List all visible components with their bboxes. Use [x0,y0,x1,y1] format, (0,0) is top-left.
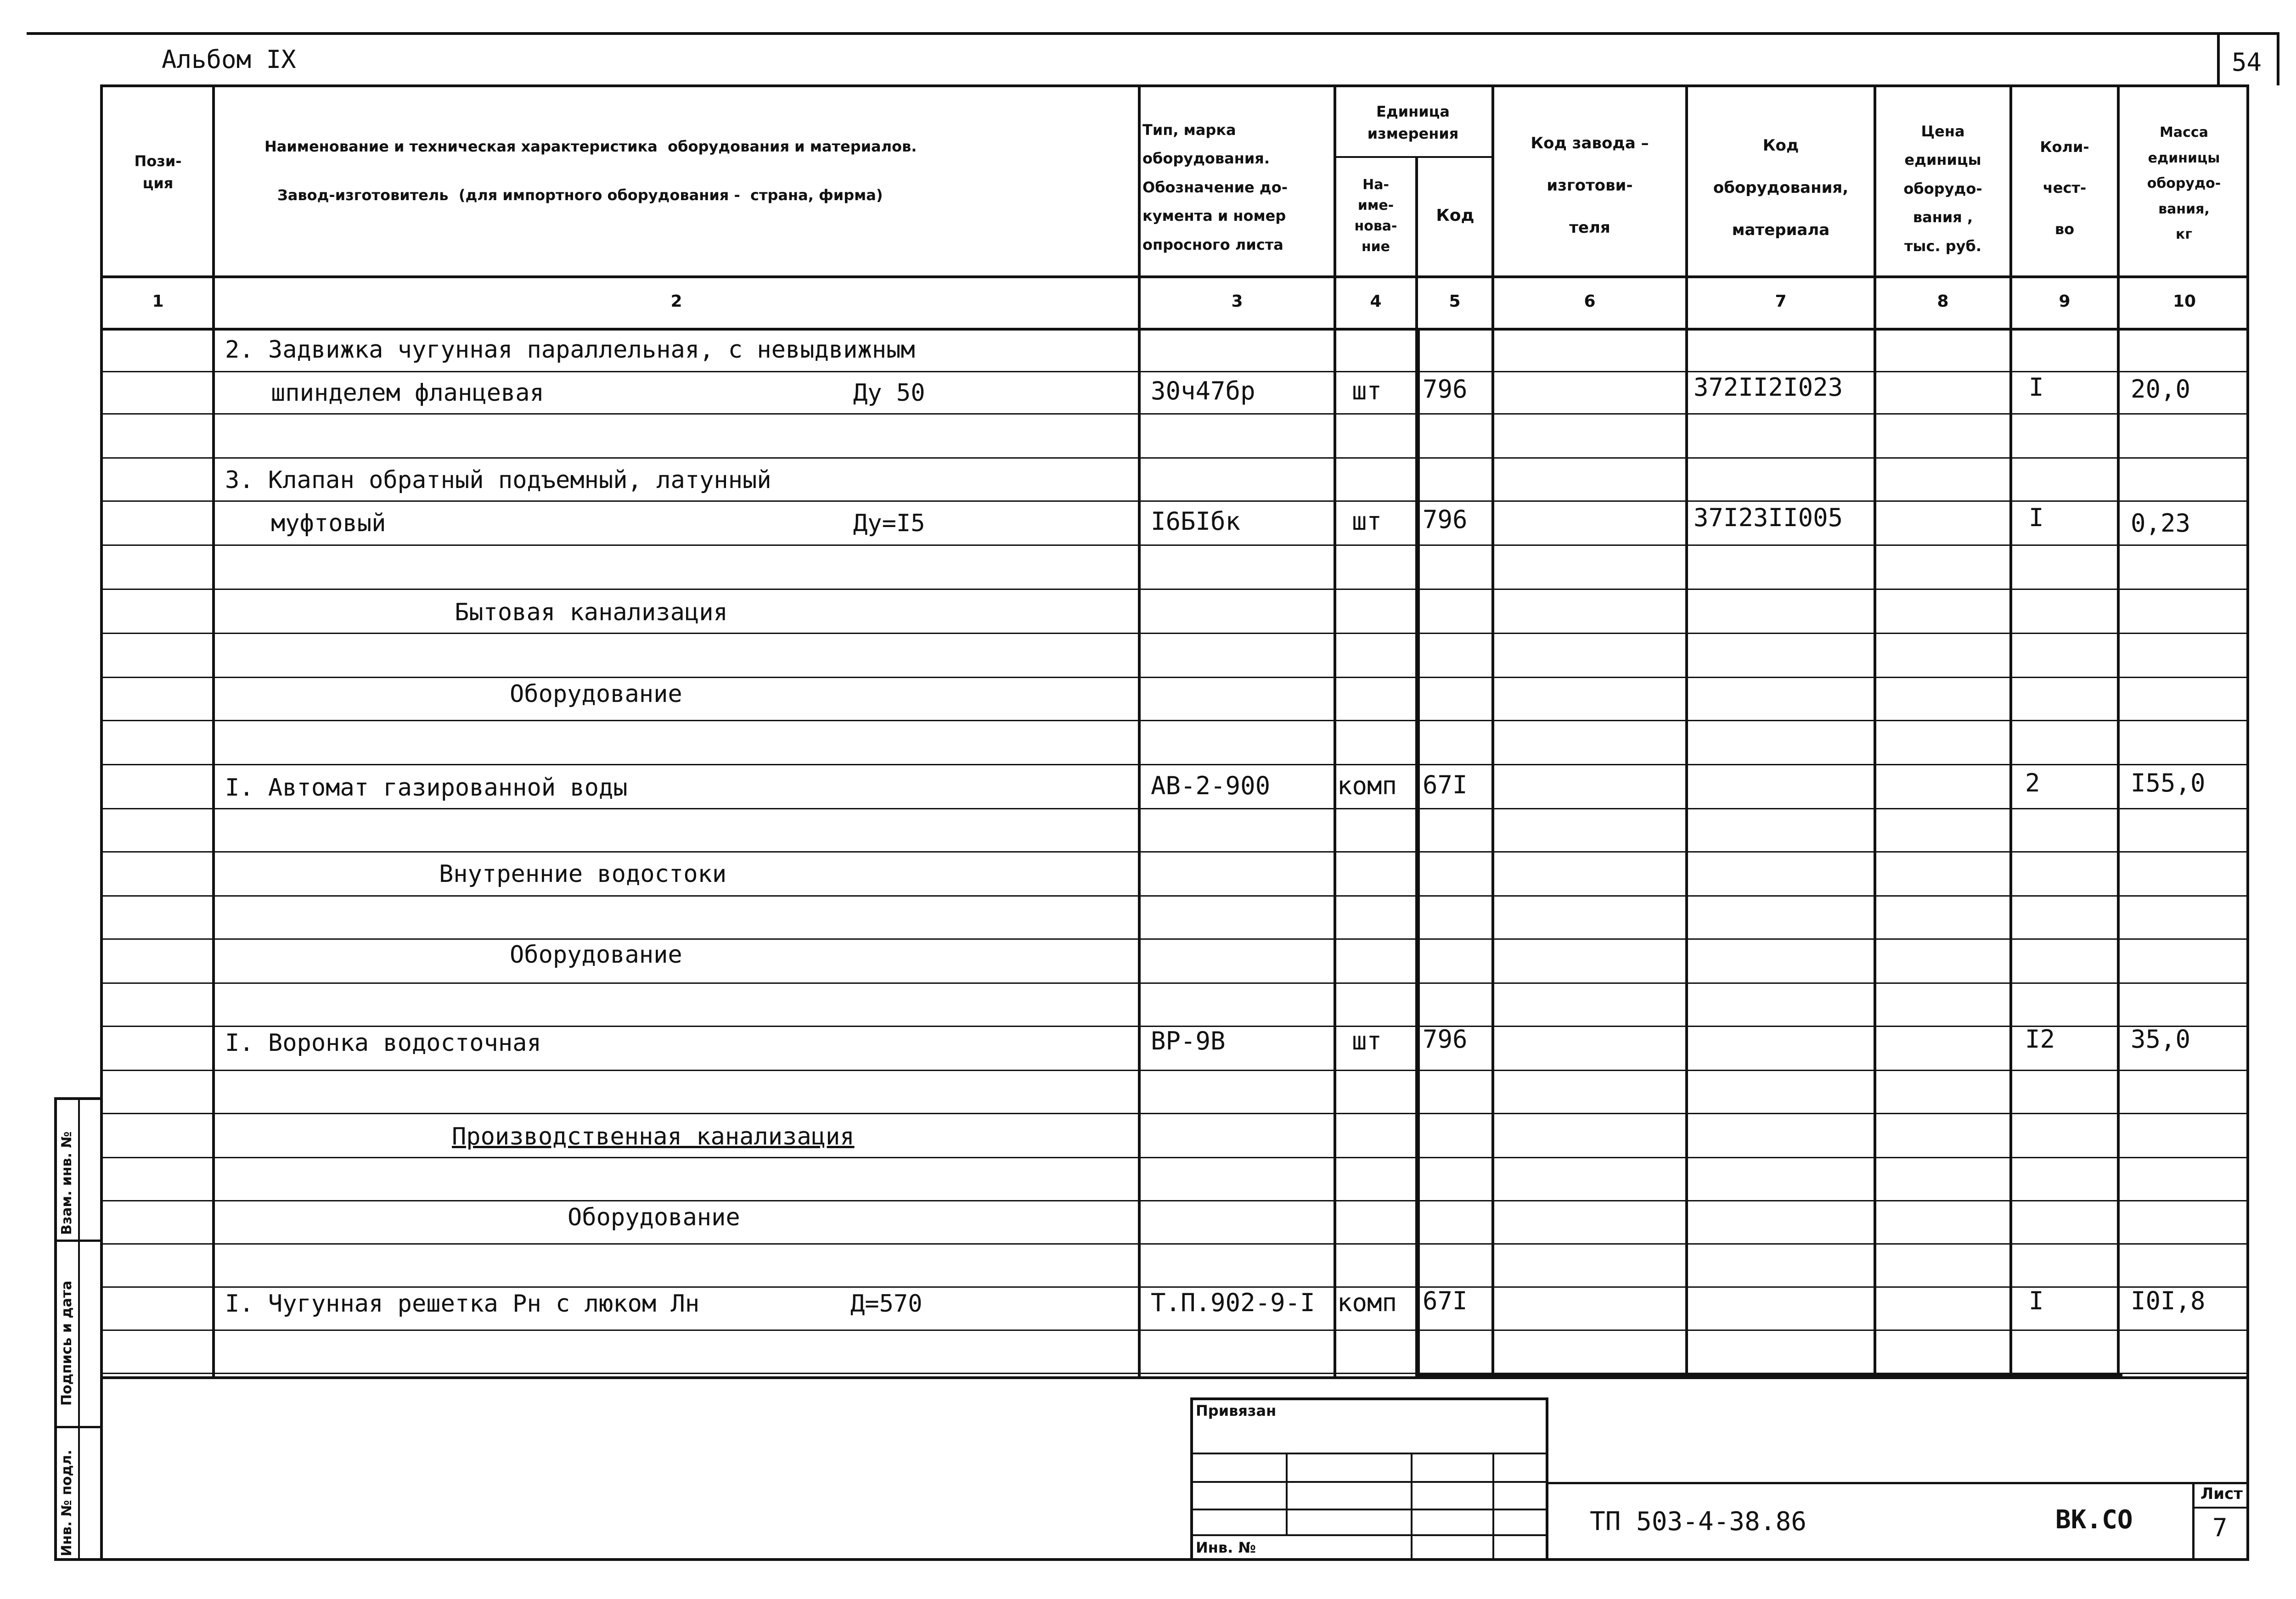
item-unit: шт [1352,1027,1382,1055]
item-unit: комп [1337,1288,1397,1317]
item-unit: комп [1337,771,1397,800]
item-unit-code: 67I [1423,770,1468,799]
col-header-2-line1: Наименование и техническая характеристика оборудования и материалов. [264,138,917,155]
item-qty: I [2029,503,2044,532]
side-stamp-vzam: Взам. инв. № [59,1131,75,1235]
section-title: Внутренние водостоки [439,860,727,888]
item-name: I. Воронка водосточная [225,1029,541,1057]
item-qty: 2 [2025,769,2040,797]
col-header-3: Тип, марка оборудования. Обозначение до- кумента и номер опросного листа [1142,121,1288,253]
item-unit: шт [1352,376,1382,405]
item-mass: 0,23 [2131,509,2191,538]
item-qty: I2 [2025,1025,2055,1054]
col-header-7: Код оборудования, материала [1713,136,1849,239]
side-stamp-sign: Подпись и дата [59,1280,75,1406]
section-subtitle: Оборудование [568,1204,740,1231]
set-code: ВК.СО [2055,1505,2133,1535]
section-title: Бытовая канализация [455,599,728,626]
col-num-9: 9 [2059,292,2071,311]
item-mass: 20,0 [2131,375,2191,404]
item-size: Д=570 [850,1290,923,1318]
item-unit-code: 67I [1423,1286,1468,1315]
side-stamp-inv: Инв. № подл. [59,1449,75,1556]
item-mass: I0I,8 [2131,1286,2206,1315]
item-mass: I55,0 [2131,769,2206,797]
item-type: 30ч47бр [1151,376,1255,405]
item-unit: шт [1352,507,1382,536]
item-name: I. Автомат газированной воды [225,774,628,802]
col-header-9: Коли- чест- во [2040,138,2089,238]
sheet-number: 7 [2212,1513,2228,1542]
item-unit-code: 796 [1423,1025,1468,1054]
item-unit-code: 796 [1423,505,1468,534]
item-type: АВ-2-900 [1151,771,1271,800]
item-type: ВР-9В [1151,1027,1226,1055]
album-label: Альбом IX [162,45,296,74]
item-qty: I [2029,1286,2044,1315]
item-unit-code: 796 [1423,375,1468,404]
col-header-5: Код [1436,206,1474,225]
col-num-7: 7 [1775,292,1787,311]
item-mass: 35,0 [2131,1025,2191,1054]
col-num-6: 6 [1584,292,1596,311]
item-name: 3. Клапан обратный подъемный, латунный [225,466,771,494]
item-material-code: 37I23II005 [1694,503,1843,532]
item-name: 2. Задвижка чугунная параллельная, с невыдвижным [225,336,915,364]
item-name: I. Чугунная решетка Рн с люком Лн [225,1290,700,1318]
col-header-10: Масса единицы оборудо- вания, кг [2147,124,2221,243]
item-size: Ду 50 [853,379,925,407]
col-header-8: Цена единицы оборудо- вания , тыс. руб. [1903,123,1982,255]
col-num-10: 10 [2172,292,2196,311]
item-type: I6БIбк [1151,507,1241,536]
item-name: шпинделем фланцевая [271,379,544,407]
sheet-label: Лист [2200,1485,2243,1503]
main-table [100,84,2249,1379]
item-size: Ду=I5 [853,510,925,537]
col-num-5: 5 [1449,292,1461,311]
item-type: Т.П.902-9-I [1151,1288,1315,1317]
privyazan-label: Привязан [1196,1402,1277,1419]
col-num-3: 3 [1231,292,1243,311]
page-number: 54 [2232,48,2262,77]
doc-code: ТП 503-4-38.86 [1590,1507,1807,1537]
col-num-8: 8 [1937,292,1949,311]
col-header-2-line2: Завод-изготовитель (для импортного оборудования - страна, фирма) [277,186,883,204]
inv-no-label: Инв. № [1196,1539,1256,1556]
col-num-4: 4 [1370,292,1382,311]
item-name: муфтовый [271,510,386,537]
col-header-1: Пози- ция [134,152,182,192]
privyazan-block [1190,1397,1548,1561]
item-material-code: 372II2I023 [1694,373,1843,402]
col-header-unit-group: Единица измерения [1367,103,1459,142]
col-num-1: 1 [152,292,164,311]
col-header-6: Код завода – изготови- теля [1531,134,1649,237]
section-subtitle: Оборудование [510,941,682,969]
item-qty: I [2029,373,2044,402]
col-header-4: На- име- нова- ние [1354,177,1397,255]
col-num-2: 2 [670,292,682,311]
section-subtitle: Оборудование [510,680,682,708]
section-title: Производственная канализация [452,1123,855,1150]
